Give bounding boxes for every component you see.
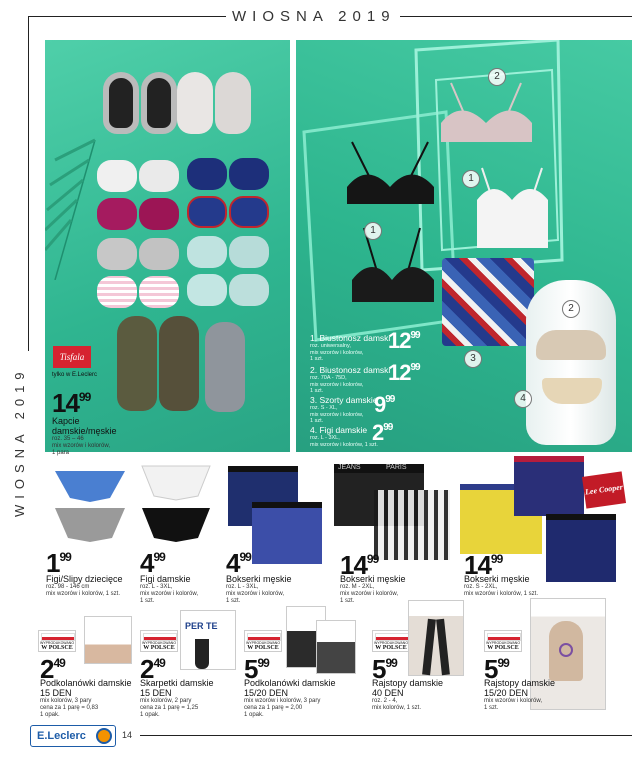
slipper-fluffy-grey — [177, 72, 213, 134]
slipper-mint-dots — [187, 236, 227, 268]
made-in-poland-badge: WYPRODUKOWANO W POLSCE — [244, 630, 282, 652]
bra-black-2 — [344, 218, 440, 318]
row2-desc-5: roz. S - 2XL, mix wzorów i kolorów, 1 szt. — [464, 584, 539, 597]
slipper-mint-dots — [187, 274, 227, 306]
lingerie-desc: roz. uniwersalny, — [310, 343, 351, 349]
badge-1: 1 — [364, 222, 382, 240]
lingerie-desc: roz. L - 3XL, — [310, 435, 340, 441]
slipper-pink-velvet — [139, 198, 179, 230]
lingerie-price-1: $12^{99}$ — [388, 328, 420, 353]
bottom-rule — [140, 735, 632, 736]
per-te-label: PER TE — [185, 621, 218, 631]
row3-desc-1: mix kolorów, 3 pary cena za 1 parę = 0,83 1 opak. — [40, 698, 99, 718]
lingerie-desc: 1 szt. — [310, 418, 324, 424]
lingerie-item-1 — [310, 334, 390, 363]
row3-name-3: Podkolanówki damskie 15/20 DEN — [244, 678, 336, 698]
lingerie-desc: 1 szt. — [310, 388, 324, 394]
boxers-navy-print-image — [546, 514, 616, 582]
lingerie-price-3: $9^{99}$ — [374, 392, 395, 417]
boxers-blue-image — [252, 502, 322, 564]
slipper-navy-stripe — [187, 158, 227, 190]
lingerie-desc: roz. S - XL, — [310, 405, 338, 411]
row3-name-2: Skarpetki damskie 15 DEN — [140, 678, 214, 698]
row2-price-5: $14^{99}$ — [464, 550, 503, 580]
slipper-grey-slide — [97, 238, 137, 270]
side-title: WIOSNA 2019 — [12, 366, 27, 517]
slipper-pink-velvet — [97, 198, 137, 230]
jeans-waistband: JEANS — [338, 464, 361, 471]
row3-desc-4: roz. 2 - 4, mix kolorów, 1 szt. — [372, 698, 422, 711]
top-rule-right — [400, 16, 632, 17]
row2-name-3: Bokserki męskie — [226, 574, 292, 584]
badge-2: 2 — [488, 68, 506, 86]
left-rule — [28, 16, 29, 351]
row3-desc-3: mix wzorów i kolorów, 3 pary cena za 1 parę = 2,00 1 opak. — [244, 698, 321, 718]
row2-name-1: Figi/Slipy dziecięce — [46, 574, 123, 584]
lingerie-desc: roz. 70A - 75D, — [310, 375, 347, 381]
slipper-camo — [117, 316, 157, 411]
row2-name-4: Bokserki męskie — [340, 574, 406, 584]
leclerc-logo-icon — [96, 728, 112, 744]
row2-name-2: Figi damskie — [140, 574, 191, 584]
lingerie-desc: mix wzorów i kolorów, — [310, 349, 364, 356]
row3-price-5: $5^{99}$ — [484, 654, 509, 684]
lingerie-desc: mix wzorów i kolorów, 1 szt. — [310, 441, 378, 448]
lingerie-name: 3. Szorty damskie — [310, 395, 378, 405]
slipper-fluffy-grey — [215, 72, 251, 134]
lingerie-price-2: $12^{99}$ — [388, 360, 420, 385]
paris-waistband: PARIS — [386, 464, 407, 471]
row3-price-1: $2^{49}$ — [40, 654, 65, 684]
lingerie-desc: mix wzorów i kolorów, — [310, 381, 364, 388]
row3-name-5: Rajstopy damskie 15/20 DEN — [484, 678, 556, 698]
leclerc-logo: E.Leclerc — [30, 725, 116, 747]
badge-1: 1 — [462, 170, 480, 188]
header-title: WIOSNA 2019 — [232, 8, 396, 25]
row3-price-4: $5^{99}$ — [372, 654, 397, 684]
lingerie-name: 2. Biustonosz damski — [310, 365, 391, 375]
kids-briefs-image — [50, 466, 130, 546]
tisfala-logo: Tisfala — [53, 346, 91, 368]
made-in-poland-badge: WYPRODUKOWANO W POLSCE — [372, 630, 410, 652]
tights-pack-image — [408, 600, 464, 676]
row2-price-2: $4^{99}$ — [140, 548, 165, 578]
row2-desc-4: roz. M - 2XL, mix wzorów i kolorów, 1 szt. — [340, 584, 399, 604]
badge-3: 3 — [464, 350, 482, 368]
page-number: 14 — [122, 730, 133, 740]
lee-cooper-logo: Lee Cooper — [582, 471, 626, 508]
slipper-plaid — [205, 322, 245, 412]
slippers-name: Kapcie damskie/męskie — [52, 416, 117, 436]
lingerie-name: 4. Figi damskie — [310, 425, 368, 435]
bra-black-1 — [342, 132, 438, 222]
row2-price-1: $1^{99}$ — [46, 548, 71, 578]
slipper-camo — [159, 316, 199, 411]
slipper-grey-slide — [139, 238, 179, 270]
made-in-poland-badge: WYPRODUKOWANO W POLSCE — [38, 630, 76, 652]
row3-price-3: $5^{99}$ — [244, 654, 269, 684]
badge-4: 4 — [514, 390, 532, 408]
shorts-patchwork — [442, 258, 534, 346]
slippers-price: $14^{99}$ — [52, 388, 91, 418]
row2-name-5: Bokserki męskie — [464, 574, 530, 584]
row3-name-4: Rajstopy damskie 40 DEN — [372, 678, 444, 698]
bra-white — [472, 158, 552, 268]
boxers-navy-red-image — [514, 456, 584, 516]
row2-desc-2: roz. L - 3XL, mix wzorów i kolorów, 1 szt. — [140, 584, 199, 604]
lingerie-desc: mix wzorów i kolorów, — [310, 411, 364, 418]
slipper-mint-dots — [229, 236, 269, 268]
knee-highs-box-image — [316, 620, 356, 674]
row2-price-3: $4^{99}$ — [226, 548, 251, 578]
slippers-desc: roz. 35 – 46 mix wzorów i kolorów, 1 para — [52, 436, 111, 456]
lingerie-price-4: $2^{99}$ — [372, 420, 393, 445]
tisfala-note: tylko w E.Leclerc — [52, 372, 98, 378]
row2-desc-3: roz. L - 3XL, mix wzorów i kolorów, 1 szt. — [226, 584, 285, 604]
lingerie-desc: 1 szt. — [310, 356, 324, 362]
made-in-poland-badge: WYPRODUKOWANO W POLSCE — [140, 630, 178, 652]
slipper-navy-red — [187, 196, 227, 228]
row2-price-4: $14^{99}$ — [340, 550, 379, 580]
boxers-plaid-image — [374, 490, 450, 560]
lingerie-item-4 — [310, 426, 378, 448]
women-briefs-image — [136, 462, 216, 546]
lingerie-item-3 — [310, 396, 378, 425]
slipper-pink-stripe — [97, 276, 137, 308]
row3-desc-2: mix kolorów, 2 pary cena za 1 parę = 1,25 1 opak. — [140, 698, 199, 718]
socks-pack-image — [180, 610, 236, 670]
slipper-grey-sparkle — [141, 72, 177, 134]
row2-desc-1: roz. 98 - 146 cm mix wzorów i kolorów, 1 szt. — [46, 584, 121, 597]
mannequin-bra-beige — [536, 330, 606, 360]
row3-desc-5: mix wzorów i kolorów, 1 szt. — [484, 698, 543, 711]
lingerie-name: 1. Biustonosz damski — [310, 333, 391, 343]
row3-name-1: Podkolanówki damskie 15 DEN — [40, 678, 132, 698]
top-rule-left — [28, 16, 226, 17]
slipper-white — [97, 160, 137, 192]
bra-pink — [436, 78, 536, 158]
slipper-mint-dots — [229, 274, 269, 306]
row3-price-2: $2^{49}$ — [140, 654, 165, 684]
slipper-pink-stripe — [139, 276, 179, 308]
palm-leaf-decoration — [45, 130, 105, 280]
slipper-grey-sparkle — [103, 72, 139, 134]
knee-highs-pack-image — [84, 616, 132, 664]
mannequin-briefs-beige — [542, 378, 602, 404]
lingerie-item-2 — [310, 366, 390, 395]
made-in-poland-badge: WYPRODUKOWANO W POLSCE — [484, 630, 522, 652]
badge-2: 2 — [562, 300, 580, 318]
slipper-navy-stripe — [229, 158, 269, 190]
slipper-white — [139, 160, 179, 192]
slipper-navy-red — [229, 196, 269, 228]
